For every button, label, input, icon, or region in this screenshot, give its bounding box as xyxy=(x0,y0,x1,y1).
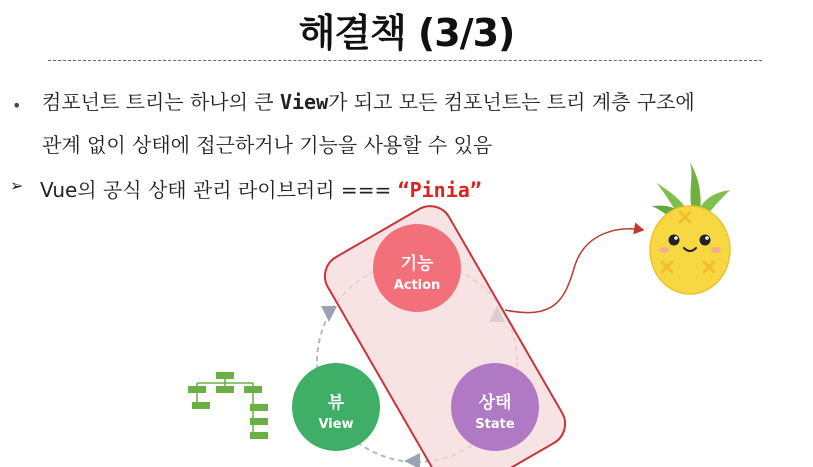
bullet-1-code: View xyxy=(279,90,329,114)
arrow-bullet-icon: ➢ xyxy=(10,176,24,195)
action-label: 기능 xyxy=(400,254,434,274)
cycle-arrowhead-bottom xyxy=(404,453,420,467)
view-node-label xyxy=(291,388,381,432)
bullet-1-line-2: 관계 없이 상태에 접근하거나 기능을 사용할 수 있음 xyxy=(42,133,493,157)
component-tree-icon xyxy=(188,372,268,439)
action-node-label xyxy=(372,249,462,293)
pinia-highlight: “Pinia” xyxy=(397,178,482,202)
bullet-1-text-before: 컴포넌트 트리는 하나의 큰 xyxy=(42,90,280,114)
bullet-dot: • xyxy=(12,96,22,115)
pinia-pineapple-mascot xyxy=(650,162,730,294)
bullet-1-text-after: 가 되고 모든 컴포넌트는 트리 계층 구조에 xyxy=(328,90,695,114)
view-label: 뷰 xyxy=(327,393,345,413)
pinia-pointer-arrow xyxy=(505,229,643,313)
bullet-2-text: Vue의 공식 상태 관리 라이브러리 === xyxy=(40,178,398,202)
cycle-arrowhead-left xyxy=(321,306,337,322)
state-sublabel: State xyxy=(475,417,515,432)
action-sublabel: Action xyxy=(393,278,441,293)
state-label: 상태 xyxy=(478,393,512,413)
state-node-label xyxy=(450,388,540,432)
slide-title: 해결책 (3/3) xyxy=(298,11,515,55)
view-sublabel: View xyxy=(318,417,354,432)
